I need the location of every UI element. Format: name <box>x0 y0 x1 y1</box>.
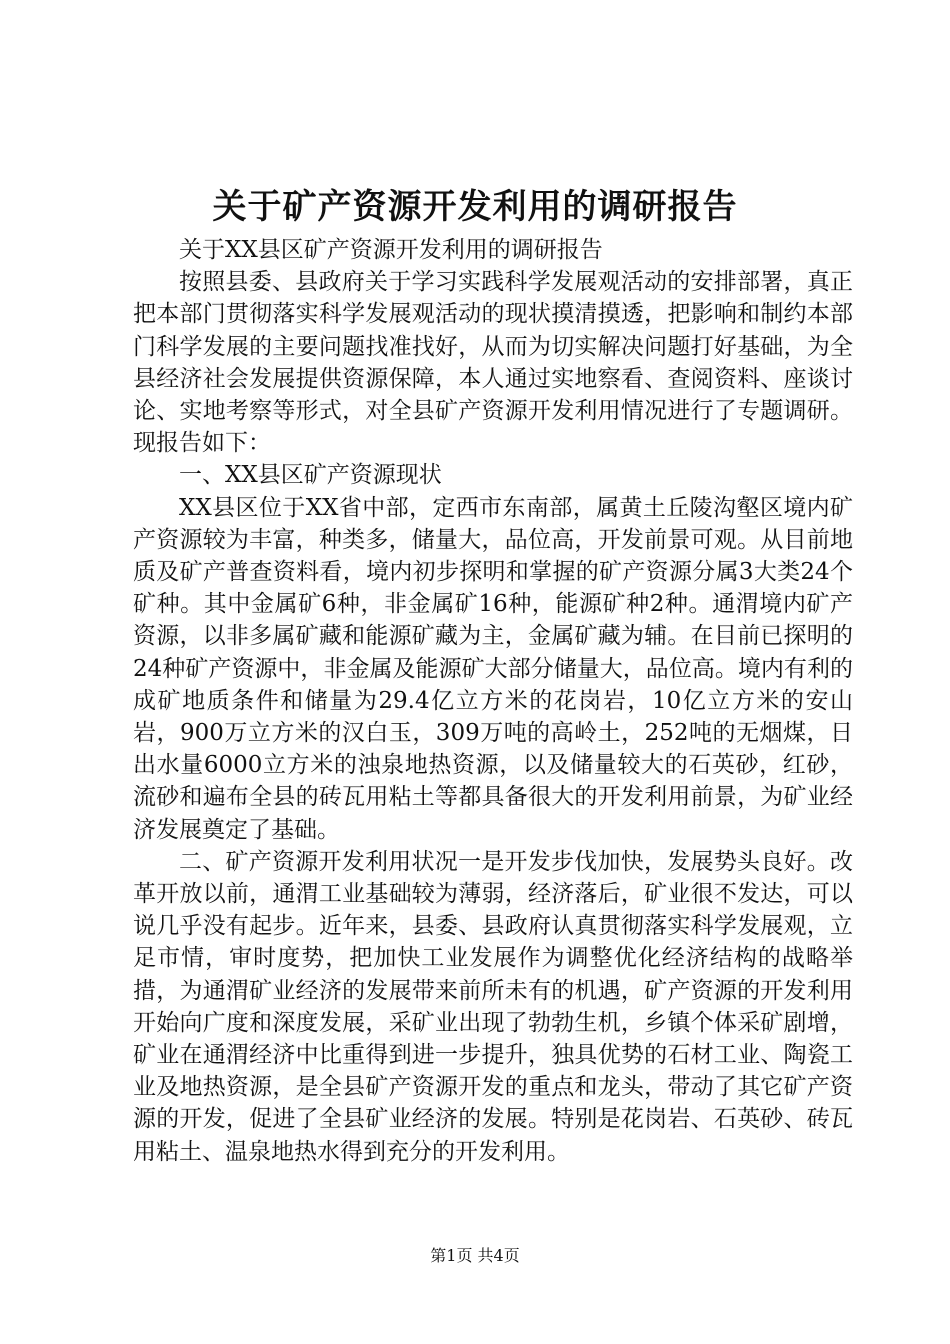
section-heading-1: 一、XX县区矿产资源现状 <box>179 462 442 489</box>
intro-paragraph: 按照县委、县政府关于学习实践科学发展观活动的安排部署，真正把本部门贯彻落实科学发展观活动的现状摸清摸透，把影响和制约本部门科学发展的主要问题找准找好，从而为切实解决问题打好基础，为全县经济社会发展提供资源保障，本人通过实地察看、查阅资料、座谈讨论、实地考察等形式，对全县矿产资源开发利用情况进行了专题调研。现报告如下： <box>133 269 853 457</box>
page-number: 第1页 共4页 <box>430 1246 520 1265</box>
document-title: 关于矿产资源开发利用的调研报告 <box>212 187 738 227</box>
development-paragraph: 二、矿产资源开发利用状况一是开发步伐加快，发展势头良好。改革开放以前，通渭工业基础较为薄弱，经济落后，矿业很不发达，可以说几乎没有起步。近年来，县委、县政府认真贯彻落实科学发展观，立足市情，审时度势，把加快工业发展作为调整优化经济结构的战略举措，为通渭矿业经济的发展带来前所未有的机遇，矿产资源的开发利用开始向广度和深度发展，采矿业出现了勃勃生机，乡镇个体采矿剧增，矿业在通渭经济中比重得到进一步提升，独具优势的石材工业、陶瓷工业及地热资源，是全县矿产资源开发的重点和龙头，带动了其它矿产资源的开发，促进了全县矿业经济的发展。特别是花岗岩、石英砂、砖瓦用粘土、温泉地热水得到充分的开发利用。 <box>133 848 853 1165</box>
subtitle-paragraph: 关于XX县区矿产资源开发利用的调研报告 <box>179 237 603 263</box>
document-body <box>133 234 853 1168</box>
resources-paragraph: XX县区位于XX省中部，定西市东南部，属黄土丘陵沟壑区境内矿产资源较为丰富，种类多，储量大，品位高，开发前景可观。从目前地质及矿产普查资料看，境内初步探明和掌握的矿产资源分属3大类24个矿种。其中金属矿6种，非金属矿16种，能源矿种2种。通渭境内矿产资源，以非多属矿藏和能源矿藏为主，金属矿藏为辅。在目前已探明的24种矿产资源中，非金属及能源矿大部分储量大，品位高。境内有利的成矿地质条件和储量为29.4亿立方米的花岗岩，10亿立方米的安山岩，900万立方米的汉白玉，309万吨的高岭土，252吨的无烟煤，日出水量6000立方米的浊泉地热资源，以及储量较大的石英砂，红砂，流砂和遍布全县的砖瓦用粘土等都具备很大的开发利用前景，为矿业经济发展奠定了基础。 <box>133 494 853 843</box>
